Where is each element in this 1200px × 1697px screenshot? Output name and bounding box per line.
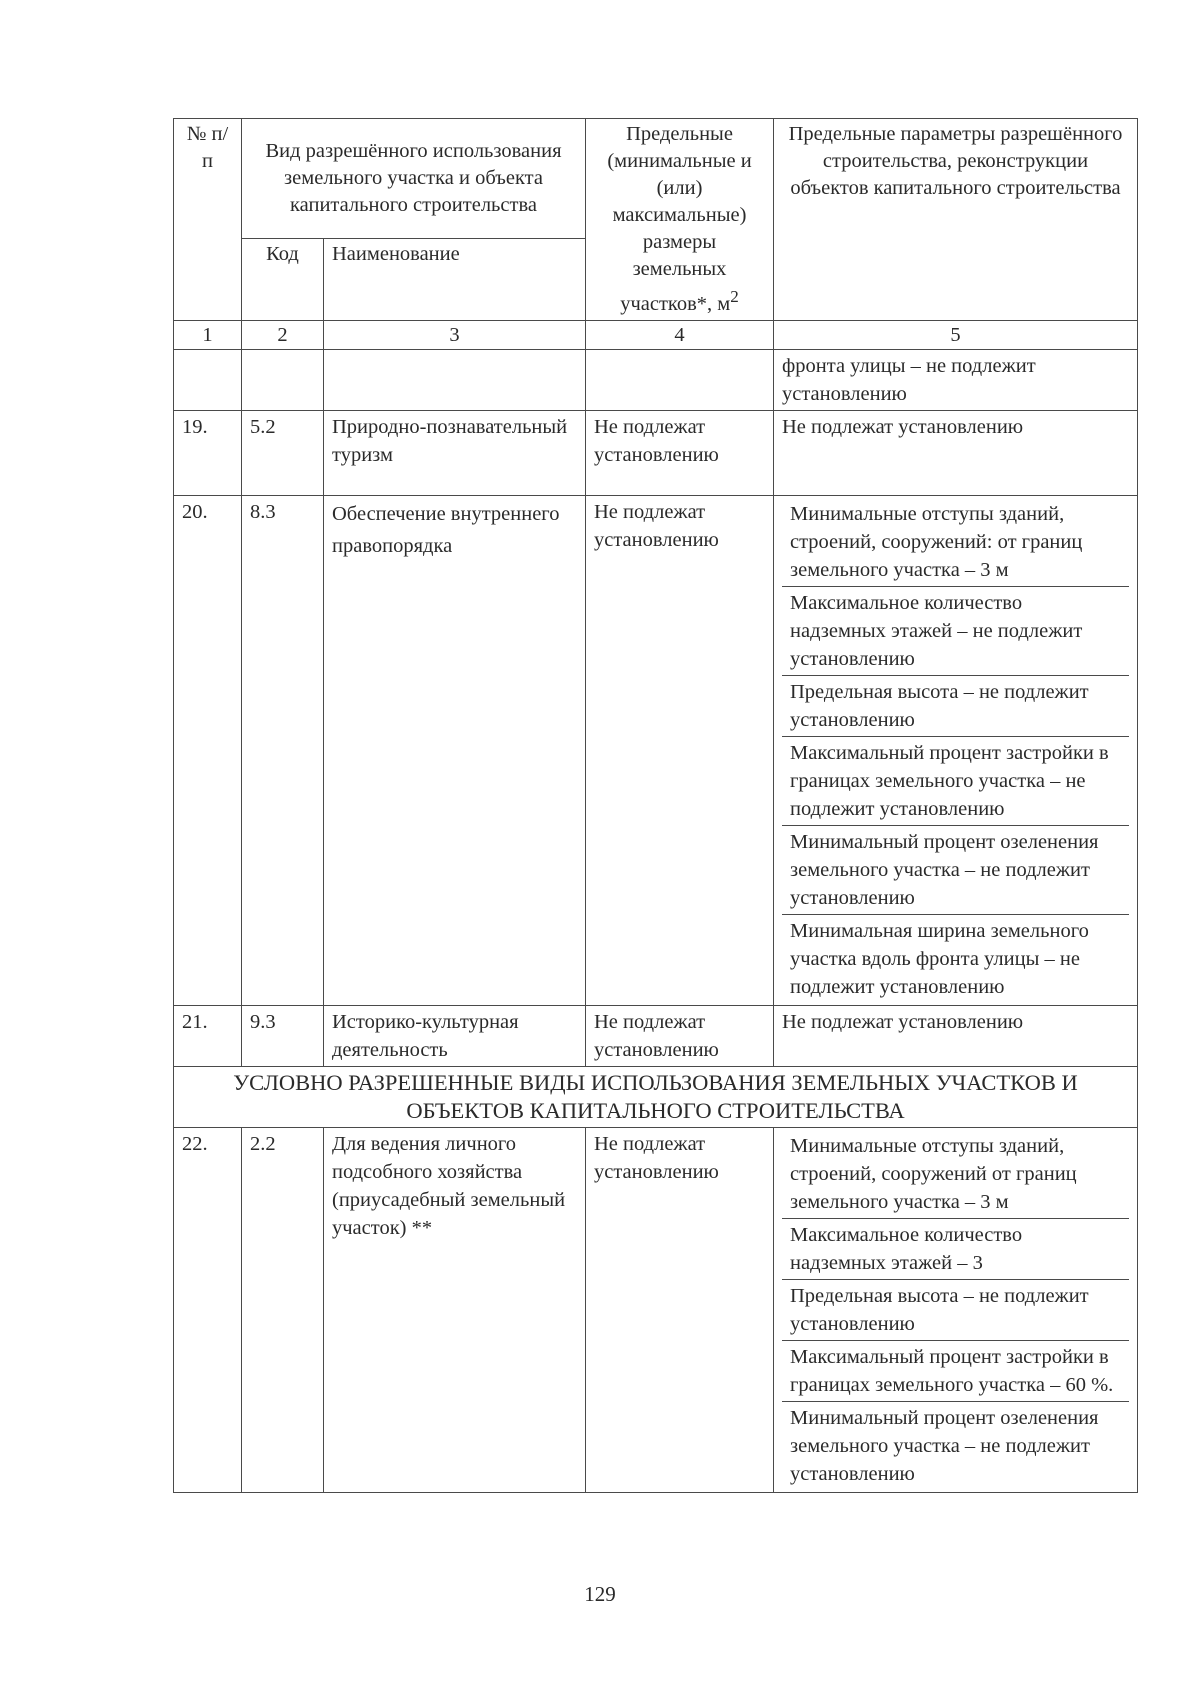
cont-code (242, 349, 324, 410)
row20-params (774, 495, 1138, 1005)
row20-name: Обеспечение внутреннего правопорядка (324, 495, 586, 1005)
row20-size: Не подлежат установлению (586, 495, 774, 1005)
row21-name: Историко-культурная деятельность (324, 1005, 586, 1066)
row20-param-2: Максимальное количество надземных этажей – не подлежит установлению (782, 586, 1129, 675)
regulations-table (173, 118, 1138, 1493)
row22-param-4: Максимальный процент застройки в границах земельного участка – 60 %. (782, 1340, 1129, 1401)
row22-name: Для ведения личного подсобного хозяйства (приусадебный земельный участок) ** (324, 1127, 586, 1492)
row21-size: Не подлежат установлению (586, 1005, 774, 1066)
row21-no: 21. (174, 1005, 242, 1066)
colnum-3: 3 (324, 320, 586, 349)
header-use-group: Вид разрешённого использования земельного участка и объекта капитального строительства (242, 119, 586, 239)
row21-params: Не подлежат установлению (774, 1005, 1138, 1066)
section-row (174, 1066, 1138, 1127)
header-row-1 (174, 119, 1138, 239)
row20-no: 20. (174, 495, 242, 1005)
page-number: 129 (584, 1582, 616, 1606)
row20-param-5: Минимальный процент озеленения земельного участка – не подлежит установлению (782, 825, 1129, 914)
continuation-row (174, 349, 1138, 410)
table-row-22 (174, 1127, 1138, 1492)
row22-size: Не подлежат установлению (586, 1127, 774, 1492)
colnum-5: 5 (774, 320, 1138, 349)
row19-name: Природно-познавательный туризм (324, 410, 586, 495)
table-row-20 (174, 495, 1138, 1005)
row22-code: 2.2 (242, 1127, 324, 1492)
header-size-sup: 2 (730, 287, 739, 306)
header-size (586, 119, 774, 321)
row22-params-list (782, 1130, 1129, 1490)
row19-params: Не подлежат установлению (774, 410, 1138, 495)
row22-param-3: Предельная высота – не подлежит установлению (782, 1279, 1129, 1340)
table-row-21 (174, 1005, 1138, 1066)
section-title: УСЛОВНО РАЗРЕШЕННЫЕ ВИДЫ ИСПОЛЬЗОВАНИЯ ЗЕМЕЛЬНЫХ УЧАСТКОВ И ОБЪЕКТОВ КАПИТАЛЬНОГО СТРОИТЕЛЬСТВА (174, 1066, 1138, 1127)
row19-code: 5.2 (242, 410, 324, 495)
row22-param-5: Минимальный процент озеленения земельного участка – не подлежит установлению (782, 1401, 1129, 1490)
header-code: Код (242, 238, 324, 320)
cont-no (174, 349, 242, 410)
row20-params-list (782, 498, 1129, 1003)
row21-code: 9.3 (242, 1005, 324, 1066)
row20-param-4: Максимальный процент застройки в границах земельного участка – не подлежит установлению (782, 736, 1129, 825)
row22-no: 22. (174, 1127, 242, 1492)
colnum-1: 1 (174, 320, 242, 349)
row20-param-1: Минимальные отступы зданий, строений, сооружений: от границ земельного участка – 3 м (790, 502, 1083, 581)
row19-no: 19. (174, 410, 242, 495)
header-params: Предельные параметры разрешённого строительства, реконструкции объектов капитального строительства (774, 119, 1138, 321)
colnum-4: 4 (586, 320, 774, 349)
header-name: Наименование (324, 238, 586, 320)
row22-param-2: Максимальное количество надземных этажей – 3 (782, 1218, 1129, 1279)
row22-params (774, 1127, 1138, 1492)
row20-param-6: Минимальная ширина земельного участка вдоль фронта улицы – не подлежит установлению (782, 914, 1129, 1003)
cont-size (586, 349, 774, 410)
cont-params: фронта улицы – не подлежит установлению (774, 349, 1138, 410)
row20-code: 8.3 (242, 495, 324, 1005)
row19-size: Не подлежат установлению (586, 410, 774, 495)
header-no: № п/п (174, 119, 242, 321)
column-number-row (174, 320, 1138, 349)
colnum-2: 2 (242, 320, 324, 349)
cont-name (324, 349, 586, 410)
table-row-19 (174, 410, 1138, 495)
header-size-text: Предельные (минимальные и (или) максимальные) размеры земельных участков*, м (607, 123, 752, 315)
row20-param-3: Предельная высота – не подлежит установлению (782, 675, 1129, 736)
row22-param-1: Минимальные отступы зданий, строений, сооружений от границ земельного участка – 3 м (790, 1134, 1077, 1213)
